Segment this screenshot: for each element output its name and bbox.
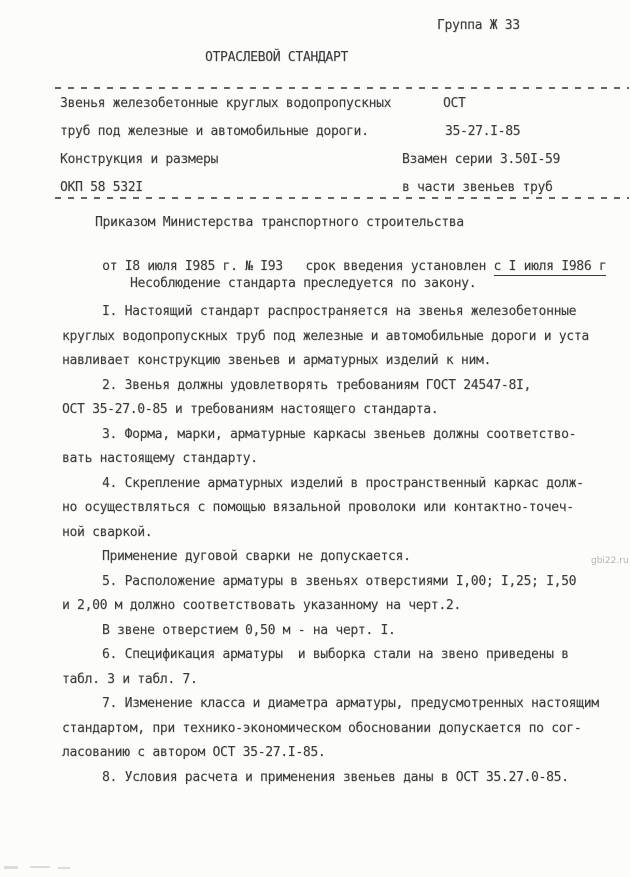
body-text-line: 7. Изменение класса и диаметра арматуры, предусмотренных настоящим	[102, 696, 599, 711]
body-text-line: ной сваркой.	[62, 524, 153, 540]
body-text-line: I. Настоящий стандарт распространяется на звенья железобетонные	[102, 304, 577, 319]
body-text-line: 3. Форма, марки, арматурные каркасы звеньев должны соответство-	[102, 426, 577, 442]
replaces-line-1: Взамен серии 3.50I-59	[402, 152, 561, 167]
body-text-line: навливает конструкцию звеньев и арматурных изделий к ним.	[62, 353, 492, 368]
body-text-line: 2. Звенья должны удовлетворять требованиям ГОСТ 24547-8I,	[102, 377, 532, 393]
dashed-divider-bottom	[55, 197, 629, 199]
standard-number: 35-27.I-85	[445, 124, 521, 139]
group-label: Группа Ж 33	[437, 18, 520, 33]
replaces-line-2: в части звеньев труб	[402, 180, 553, 195]
title-line-2: труб под железные и автомобильные дороги.	[60, 124, 369, 139]
body-text-line: ласованию с автором ОСТ 35-27.I-85.	[62, 745, 326, 760]
body-text	[62, 300, 626, 790]
body-text-line: 8. Условия расчета и применения звеньев даны в ОСТ 35.27.0-85.	[102, 769, 569, 785]
standard-type-heading: ОТРАСЛЕВОЙ СТАНДАРТ	[205, 50, 349, 65]
title-line-3: Конструкция и размеры	[60, 152, 219, 167]
standard-abbrev: ОСТ	[443, 96, 466, 111]
body-text-line: круглых водопропускных труб под железные и автомобильные дороги и уста	[62, 328, 589, 344]
enactment-date-prefix: от I8 июля I985 г. № I93 срок введения установлен	[102, 259, 494, 274]
title-line-1: Звенья железобетонные круглых водопропускных	[60, 96, 392, 111]
body-text-line: ОСТ 35-27.0-85 и требованиям настоящего стандарта.	[62, 402, 439, 417]
law-notice: Несоблюдение стандарта преследуется по закону.	[130, 276, 477, 291]
body-text-line: 5. Расположение арматуры в звеньях отверстиями I,00; I,25; I,50	[102, 573, 577, 589]
scan-artifact	[30, 866, 50, 868]
scan-artifact	[4, 866, 18, 869]
body-text-line: 4. Скрепление арматурных изделий в пространственный каркас долж-	[102, 475, 584, 491]
enactment-line-1: Приказом Министерства транспортного строительства	[95, 215, 464, 230]
body-text-line: В звене отверстием 0,50 м - на черт. I.	[102, 622, 396, 638]
okp-code: ОКП 58 532I	[60, 180, 143, 195]
body-text-line: и 2,00 м должно соответствовать указанному на черт.2.	[62, 598, 461, 613]
body-text-line: табл. 3 и табл. 7.	[62, 671, 198, 687]
scan-artifact	[58, 867, 70, 869]
body-text-line: стандартом, при технико-экономическом обосновании допускается по сог-	[62, 720, 582, 736]
body-text-line: но осуществляться с помощью вязальной проволоки или контактно-точеч-	[62, 500, 574, 515]
body-text-line: 6. Спецификация арматуры и выборка стали на звено приведены в	[102, 647, 569, 662]
dashed-divider-top	[55, 87, 629, 89]
body-text-line: Применение дуговой сварки не допускается.	[102, 549, 411, 564]
effective-date-underlined: с I июля I986 г	[493, 259, 607, 274]
body-text-line: вать настоящему стандарту.	[62, 451, 258, 466]
site-watermark: gbi22.ru	[591, 556, 629, 566]
